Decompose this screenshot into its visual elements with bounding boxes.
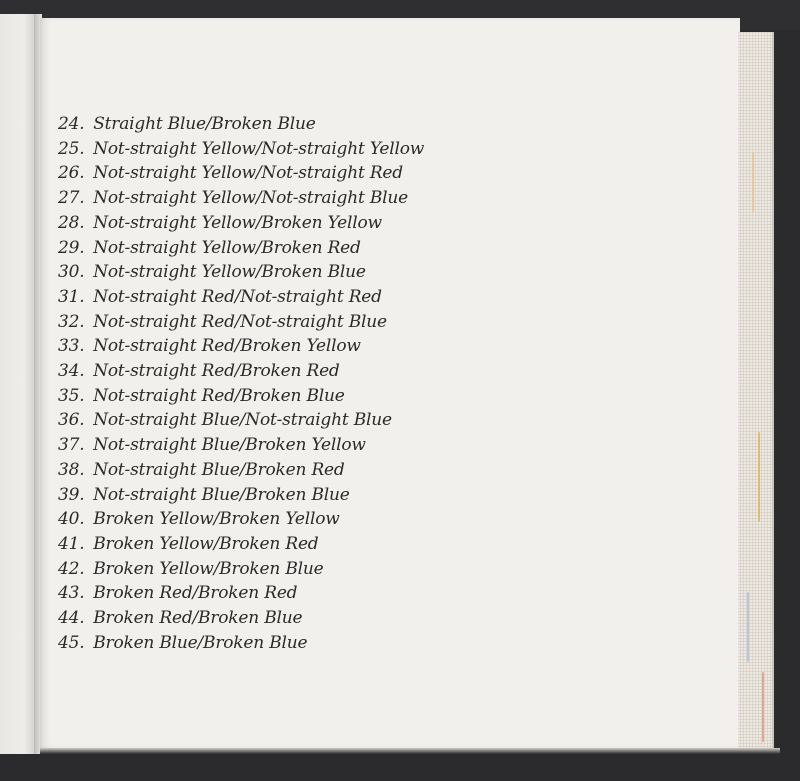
item-number: 24. [58, 114, 85, 134]
list-item [58, 161, 424, 186]
list-item [58, 112, 424, 137]
item-text: Broken Blue/Broken Blue [93, 632, 308, 653]
item-number: 29. [58, 237, 85, 258]
list-item [58, 236, 424, 261]
list-item [58, 581, 424, 606]
item-number: 43. [58, 583, 85, 604]
item-number: 30. [58, 262, 85, 283]
item-text: Broken Red/Broken Red [93, 583, 298, 604]
item-text: Not-straight Blue/Broken Blue [93, 484, 350, 505]
list-item [58, 186, 424, 211]
combination-list [58, 112, 424, 655]
item-number: 25. [58, 138, 85, 159]
item-text: Straight Blue/Broken Blue [93, 114, 316, 134]
item-text: Not-straight Red/Not-straight Red [93, 286, 382, 307]
item-text: Not-straight Yellow/Not-straight Blue [93, 188, 408, 209]
list-item [58, 137, 424, 162]
item-number: 42. [58, 558, 85, 579]
list-item [58, 285, 424, 310]
page-bottom-shadow [40, 748, 780, 754]
item-text: Not-straight Red/Broken Red [93, 361, 340, 382]
list-item [58, 211, 424, 236]
list-item [58, 483, 424, 508]
item-text: Not-straight Blue/Not-straight Blue [93, 410, 392, 431]
item-number: 41. [58, 533, 85, 554]
item-number: 27. [58, 188, 85, 209]
item-text: Not-straight Yellow/Broken Blue [93, 262, 366, 283]
item-number: 26. [58, 163, 85, 184]
item-text: Not-straight Yellow/Not-straight Red [93, 163, 403, 184]
item-number: 39. [58, 484, 85, 505]
left-page [0, 14, 34, 754]
item-text: Not-straight Yellow/Broken Yellow [93, 212, 382, 233]
item-text: Not-straight Blue/Broken Red [93, 459, 345, 480]
item-number: 38. [58, 459, 85, 480]
list-item [58, 557, 424, 582]
list-item [58, 334, 424, 359]
item-text: Broken Yellow/Broken Yellow [93, 509, 340, 530]
item-number: 31. [58, 286, 85, 307]
list-item [58, 507, 424, 532]
item-text: Not-straight Yellow/Broken Red [93, 237, 361, 258]
item-number: 40. [58, 509, 85, 530]
item-number: 32. [58, 311, 85, 332]
list-item [58, 433, 424, 458]
page-edges [738, 32, 774, 750]
item-text: Not-straight Red/Broken Yellow [93, 336, 361, 357]
list-item [58, 408, 424, 433]
item-text: Broken Yellow/Broken Red [93, 533, 319, 554]
item-number: 44. [58, 608, 85, 629]
item-text: Not-straight Blue/Broken Yellow [93, 435, 366, 456]
list-item [58, 532, 424, 557]
item-number: 33. [58, 336, 85, 357]
item-text: Broken Yellow/Broken Blue [93, 558, 324, 579]
item-number: 35. [58, 385, 85, 406]
list-item [58, 458, 424, 483]
item-text: Broken Red/Broken Blue [93, 608, 303, 629]
list-item [58, 606, 424, 631]
item-number: 34. [58, 361, 85, 382]
item-number: 28. [58, 212, 85, 233]
list-item [58, 631, 424, 656]
list-item [58, 384, 424, 409]
item-text: Not-straight Yellow/Not-straight Yellow [93, 138, 425, 159]
item-number: 36. [58, 410, 85, 431]
item-number: 45. [58, 632, 85, 653]
item-number: 37. [58, 435, 85, 456]
item-text: Not-straight Red/Not-straight Blue [93, 311, 387, 332]
list-item [58, 359, 424, 384]
list-item [58, 260, 424, 285]
item-text: Not-straight Red/Broken Blue [93, 385, 345, 406]
list-item [58, 310, 424, 335]
